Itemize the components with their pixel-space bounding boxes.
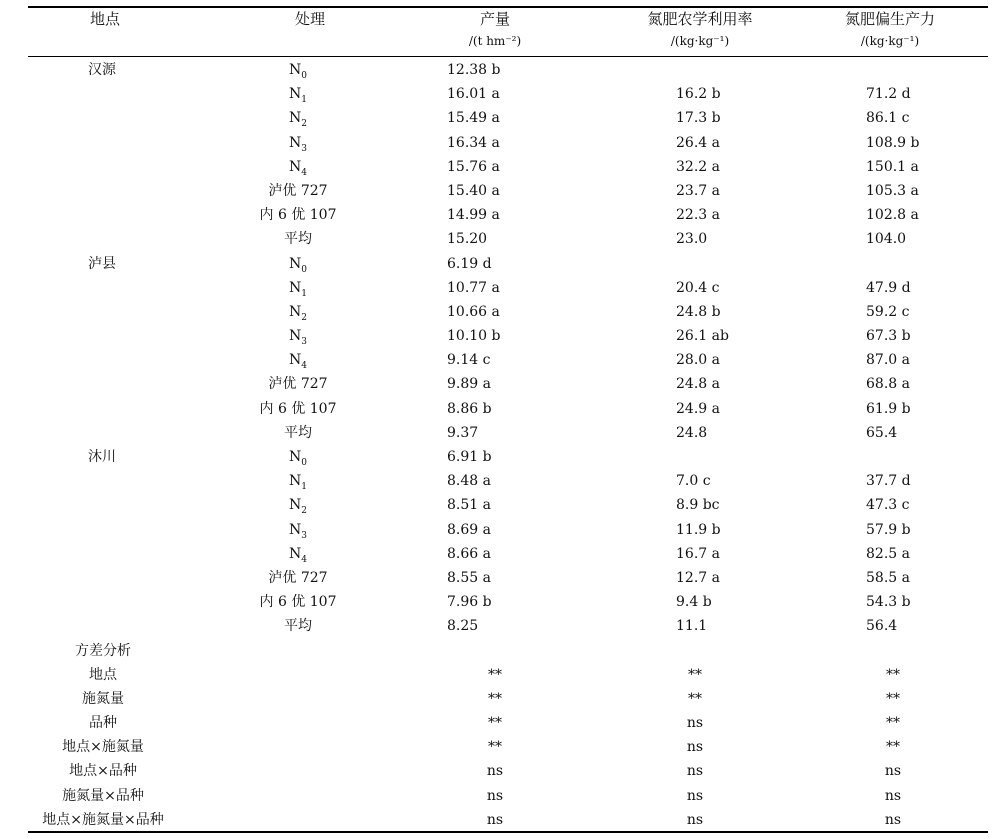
- anova-row: [0, 687, 1000, 711]
- yield-value: 15.40 a: [447, 182, 500, 199]
- anova-yield-sig: **: [488, 666, 502, 683]
- treatment-label: 泸优 727: [268, 376, 328, 393]
- table-row: [0, 469, 1000, 493]
- site-name: 泸县: [88, 255, 116, 272]
- treatment-subscript: 1: [301, 94, 307, 105]
- anova-partial-factor-sig: **: [886, 666, 900, 683]
- treatment-label: N: [289, 255, 302, 272]
- treatment-label: 内 6 优 107: [259, 400, 337, 417]
- table-row: [0, 131, 1000, 155]
- treatment-label: N: [289, 279, 302, 296]
- table-row: [0, 348, 1000, 372]
- partial-factor-value: 37.7 d: [866, 473, 911, 490]
- agronomic-efficiency-value: 32.2 a: [676, 158, 720, 175]
- treatment-cell: [228, 397, 368, 421]
- anova-row: [0, 808, 1000, 832]
- table-row: [0, 566, 1000, 590]
- treatment-cell: [228, 203, 368, 227]
- treatment-label: N: [289, 86, 302, 103]
- partial-factor-value: 65.4: [866, 424, 898, 441]
- treatment-cell: [228, 614, 368, 638]
- anova-row: [0, 759, 1000, 783]
- agronomic-efficiency-value: 17.3 b: [676, 110, 721, 127]
- yield-value: 8.51 a: [447, 497, 491, 514]
- table-row: [0, 203, 1000, 227]
- agronomic-efficiency-value: 9.4 b: [676, 594, 712, 611]
- treatment-label: 平均: [284, 424, 312, 441]
- yield-value: 8.86 b: [447, 400, 492, 417]
- anova-title: 方差分析: [75, 642, 131, 659]
- anova-yield-sig: **: [488, 715, 502, 732]
- site-name: 沐川: [88, 449, 116, 465]
- treatment-label: N: [289, 328, 302, 345]
- table-row: [0, 421, 1000, 445]
- yield-value: 9.89 a: [447, 376, 491, 393]
- treatment-subscript: 0: [301, 70, 307, 81]
- treatment-label: N: [289, 303, 302, 320]
- anova-row: [0, 784, 1000, 808]
- anova-partial-factor-sig: **: [886, 690, 900, 707]
- anova-agronomic-sig: ns: [686, 715, 704, 732]
- treatment-label: 平均: [284, 231, 312, 248]
- treatment-subscript: 2: [301, 506, 307, 517]
- header-yield: [420, 8, 570, 52]
- header-location: 地点: [89, 10, 120, 28]
- agronomic-efficiency-value: 11.9 b: [676, 521, 721, 538]
- yield-value: 8.66 a: [447, 545, 491, 562]
- anova-agronomic-sig: **: [688, 666, 702, 683]
- table-row: [0, 614, 1000, 638]
- anova-yield-sig: **: [488, 739, 502, 756]
- anova-yield-sig: ns: [486, 787, 504, 804]
- treatment-subscript: 4: [301, 167, 307, 178]
- anova-partial-factor-sig: ns: [884, 811, 902, 828]
- agronomic-efficiency-value: 20.4 c: [676, 279, 720, 296]
- yield-value: 15.76 a: [447, 158, 500, 175]
- agronomic-efficiency-value: 28.0 a: [676, 352, 720, 369]
- yield-value: 15.49 a: [447, 110, 500, 127]
- header-treatment: 处理: [294, 10, 325, 28]
- header-yield-unit: /(t hm⁻²): [468, 34, 522, 48]
- anova-factor: 施氮量: [82, 690, 124, 707]
- table-body: [0, 58, 1000, 832]
- yield-value: 6.19 d: [447, 255, 492, 272]
- agronomic-efficiency-value: 26.4 a: [676, 134, 720, 151]
- table-row: [0, 58, 1000, 82]
- partial-factor-value: 67.3 b: [866, 328, 911, 345]
- agronomic-efficiency-value: 26.1 ab: [676, 328, 729, 345]
- partial-factor-value: 71.2 d: [866, 86, 911, 103]
- anova-yield-sig: **: [488, 690, 502, 707]
- yield-value: 15.20: [447, 231, 488, 248]
- treatment-label: 泸优 727: [268, 569, 328, 586]
- agronomic-efficiency-value: 23.7 a: [676, 182, 720, 199]
- table-row: [0, 493, 1000, 517]
- table-row: [0, 155, 1000, 179]
- treatment-cell: [228, 421, 368, 445]
- table-header-rule: [28, 56, 988, 57]
- treatment-subscript: 3: [301, 530, 307, 541]
- treatment-subscript: 2: [301, 312, 307, 323]
- anova-factor: 地点: [89, 666, 117, 683]
- anova-factor: 地点×品种: [69, 763, 137, 780]
- table-row: [0, 324, 1000, 348]
- agronomic-efficiency-value: 11.1: [676, 618, 708, 635]
- table-bottom-rule: [28, 831, 988, 833]
- table-row: [0, 372, 1000, 396]
- agronomic-efficiency-value: 24.8 a: [676, 376, 720, 393]
- site-name: 汉源: [88, 62, 116, 78]
- treatment-cell: [228, 179, 368, 203]
- header-agronomic-efficiency-label: 氮肥农学利用率: [647, 10, 753, 28]
- yield-value: 7.96 b: [447, 594, 492, 611]
- table-row: [0, 590, 1000, 614]
- yield-value: 10.77 a: [447, 279, 500, 296]
- table-row: [0, 82, 1000, 106]
- partial-factor-value: 59.2 c: [866, 303, 910, 320]
- treatment-subscript: 4: [301, 554, 307, 565]
- treatment-label: N: [289, 134, 302, 151]
- treatment-cell: [228, 590, 368, 614]
- treatment-label: N: [289, 352, 302, 369]
- anova-partial-factor-sig: **: [886, 715, 900, 732]
- table-row: [0, 397, 1000, 421]
- anova-partial-factor-sig: ns: [884, 763, 902, 780]
- yield-value: 10.66 a: [447, 303, 500, 320]
- table-header: [0, 8, 1000, 56]
- treatment-cell: [228, 566, 368, 590]
- treatment-label: 内 6 优 107: [259, 594, 337, 611]
- yield-value: 14.99 a: [447, 207, 500, 224]
- partial-factor-value: 58.5 a: [866, 569, 910, 586]
- partial-factor-value: 86.1 c: [866, 110, 910, 127]
- partial-factor-value: 105.3 a: [866, 182, 919, 199]
- partial-factor-value: 54.3 b: [866, 594, 911, 611]
- table-row: [0, 179, 1000, 203]
- agronomic-efficiency-value: 7.0 c: [676, 473, 711, 490]
- anova-row: [0, 735, 1000, 759]
- anova-row: [0, 663, 1000, 687]
- treatment-label: 平均: [284, 618, 312, 635]
- treatment-subscript: 3: [301, 336, 307, 347]
- agronomic-efficiency-value: 12.7 a: [676, 569, 720, 586]
- anova-agronomic-sig: ns: [686, 787, 704, 804]
- anova-agronomic-sig: **: [688, 690, 702, 707]
- partial-factor-value: 47.3 c: [866, 497, 910, 514]
- yield-value: 8.25: [447, 618, 479, 635]
- yield-value: 12.38 b: [447, 62, 501, 78]
- header-partial-factor: [800, 8, 980, 52]
- anova-factor: 地点×施氮量: [62, 739, 144, 756]
- yield-value: 10.10 b: [447, 328, 501, 345]
- agronomic-efficiency-value: 16.7 a: [676, 545, 720, 562]
- anova-yield-sig: ns: [486, 763, 504, 780]
- treatment-label: 泸优 727: [268, 182, 328, 199]
- partial-factor-value: 56.4: [866, 618, 898, 635]
- anova-partial-factor-sig: **: [886, 739, 900, 756]
- header-yield-label: 产量: [479, 10, 510, 28]
- treatment-subscript: 4: [301, 361, 307, 372]
- partial-factor-value: 82.5 a: [866, 545, 910, 562]
- treatment-label: N: [289, 158, 302, 175]
- partial-factor-value: 150.1 a: [866, 158, 919, 175]
- treatment-label: N: [289, 521, 302, 538]
- partial-factor-value: 102.8 a: [866, 207, 919, 224]
- agronomic-efficiency-value: 23.0: [676, 231, 708, 248]
- yield-value: 9.37: [447, 424, 479, 441]
- table-row: [0, 276, 1000, 300]
- treatment-cell: [228, 372, 368, 396]
- agronomic-efficiency-value: 22.3 a: [676, 207, 720, 224]
- yield-value: 8.69 a: [447, 521, 491, 538]
- anova-row: [0, 711, 1000, 735]
- treatment-label: N: [289, 497, 302, 514]
- anova-title-row: [0, 639, 1000, 663]
- anova-agronomic-sig: ns: [686, 739, 704, 756]
- yield-value: 9.14 c: [447, 352, 491, 369]
- treatment-label: N: [289, 62, 302, 78]
- treatment-label: N: [289, 545, 302, 562]
- partial-factor-value: 87.0 a: [866, 352, 910, 369]
- table-row: [0, 300, 1000, 324]
- treatment-subscript: 1: [301, 481, 307, 492]
- table-row: [0, 542, 1000, 566]
- agronomic-efficiency-value: 24.9 a: [676, 400, 720, 417]
- treatment-subscript: 2: [301, 119, 307, 130]
- partial-factor-value: 61.9 b: [866, 400, 911, 417]
- treatment-subscript: 1: [301, 288, 307, 299]
- yield-value: 6.91 b: [447, 449, 492, 465]
- table-row: [0, 227, 1000, 251]
- treatment-label: N: [289, 449, 302, 465]
- agronomic-efficiency-value: 24.8: [676, 424, 708, 441]
- partial-factor-value: 68.8 a: [866, 376, 910, 393]
- treatment-label: N: [289, 110, 302, 127]
- yield-value: 16.01 a: [447, 86, 500, 103]
- partial-factor-value: 104.0: [866, 231, 907, 248]
- partial-factor-value: 57.9 b: [866, 521, 911, 538]
- agronomic-efficiency-value: 8.9 bc: [676, 497, 720, 514]
- table-row: [0, 106, 1000, 130]
- treatment-label: N: [289, 473, 302, 490]
- anova-agronomic-sig: ns: [686, 763, 704, 780]
- anova-partial-factor-sig: ns: [884, 787, 902, 804]
- partial-factor-value: 47.9 d: [866, 279, 911, 296]
- treatment-subscript: 0: [301, 457, 307, 468]
- treatment-cell: [228, 227, 368, 251]
- header-agronomic-efficiency-unit: /(kg·kg⁻¹): [670, 34, 730, 48]
- treatment-label: 内 6 优 107: [259, 207, 337, 224]
- anova-factor: 地点×施氮量×品种: [42, 811, 164, 828]
- partial-factor-value: 108.9 b: [866, 134, 920, 151]
- yield-value: 8.55 a: [447, 569, 491, 586]
- anova-yield-sig: ns: [486, 811, 504, 828]
- header-partial-factor-unit: /(kg·kg⁻¹): [860, 34, 920, 48]
- treatment-subscript: 3: [301, 143, 307, 154]
- header-agronomic-efficiency: [605, 8, 795, 52]
- agronomic-efficiency-value: 24.8 b: [676, 303, 721, 320]
- table-row: [0, 445, 1000, 469]
- yield-value: 8.48 a: [447, 473, 491, 490]
- treatment-subscript: 0: [301, 264, 307, 275]
- anova-agronomic-sig: ns: [686, 811, 704, 828]
- header-partial-factor-label: 氮肥偏生产力: [844, 10, 935, 28]
- anova-factor: 品种: [89, 715, 117, 732]
- table-row: [0, 252, 1000, 276]
- agronomic-efficiency-value: 16.2 b: [676, 86, 721, 103]
- table-row: [0, 518, 1000, 542]
- yield-value: 16.34 a: [447, 134, 500, 151]
- anova-factor: 施氮量×品种: [62, 787, 144, 804]
